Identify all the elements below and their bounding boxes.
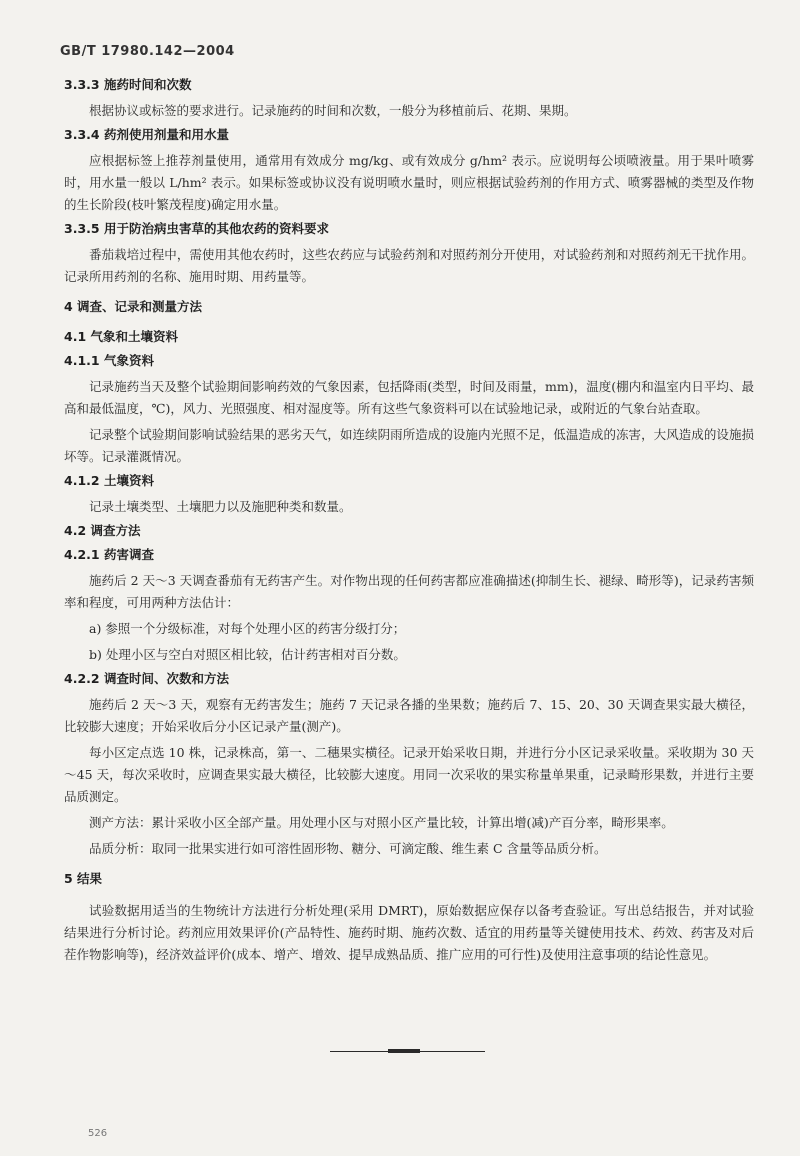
page-number: 526 [88,1128,108,1139]
paragraph: 施药后 2 天～3 天，观察有无药害发生；施药 7 天记录各播的坐果数；施药后 7、15、20、30 天调查果实最大横径，比较膨大速度；开始采收后分小区记录产量(测产)。 [64,697,754,734]
section-heading: 4 调查、记录和测量方法 [64,299,203,314]
paragraph: 番茄栽培过程中，需使用其他农药时，这些农药应与试验药剂和对照药剂分开使用，对试验药剂和对照药剂无干扰作用。记录所用药剂的名称、施用时期、用药量等。 [64,247,754,284]
paragraph: 记录土壤类型、土壤肥力以及施肥种类和数量。 [89,499,352,514]
clause-heading: 3.3.3 施药时间和次数 [64,77,192,92]
list-item: a) 参照一个分级标准，对每个处理小区的药害分级打分； [89,621,406,636]
list-item: b) 处理小区与空白对照区相比较，估计药害相对百分数。 [89,647,406,662]
paragraph: 根据协议或标签的要求进行。记录施药的时间和次数，一般分为移植前后、花期、果期。 [89,103,577,118]
paragraph: 每小区定点选 10 株，记录株高，第一、二穗果实横径。记录开始采收日期，并进行分小区记录采收量。采收期为 30 天～45 天，每次采收时，应调查果实最大横径，比较膨大速度。用同一次采收的果实称量单果重，记录畸形果数，并进行主要品质测定。 [64,745,754,804]
document-body [64,76,754,970]
subsection-heading: 4.1 气象和土壤资料 [64,329,178,344]
clause-heading: 3.3.5 用于防治病虫害草的其他农药的资料要求 [64,221,329,236]
clause-heading: 4.1.1 气象资料 [64,353,154,368]
paragraph: 应根据标签上推荐剂量使用，通常用有效成分 mg/kg、或有效成分 g/hm² 表示。应说明每公顷喷液量。用于果叶喷雾时，用水量一般以 L/hm² 表示。如果标签或协议没有说明喷水量时，则应根据试验药剂的作用方式、喷雾器械的类型及作物的生长阶段(枝叶繁茂程度)确定用水量。 [64,153,754,212]
paragraph: 施药后 2 天～3 天调查番茄有无药害产生。对作物出现的任何药害都应准确描述(抑制生长、褪绿、畸形等)，记录药害频率和程度，可用两种方法估计： [64,573,754,610]
paragraph: 记录施药当天及整个试验期间影响药效的气象因素，包括降雨(类型，时间及雨量，mm)，温度(棚内和温室内日平均、最高和最低温度，℃)，风力、光照强度、相对湿度等。所有这些气象资料可以在试验地记录，或附近的气象台站查取。 [64,379,754,416]
end-rule-mark [388,1049,420,1053]
paragraph: 测产方法：累计采收小区全部产量。用处理小区与对照小区产量比较，计算出增(减)产百分率，畸形果率。 [89,815,674,830]
subsection-heading: 4.2 调查方法 [64,523,141,538]
standard-code-header: GB/T 17980.142—2004 [60,44,235,59]
paragraph: 试验数据用适当的生物统计方法进行分析处理(采用 DMRT)，原始数据应保存以备考查验证。写出总结报告，并对试验结果进行分析讨论。药剂应用效果评价(产品特性、施药时期、施药次数、适宜的用药量等关键使用技术、药效、药害及对后茬作物影响等)，经济效益评价(成本、增产、增效、提早成熟品质、推广应用的可行性)及使用注意事项的结论性意见。 [64,903,754,962]
clause-heading: 3.3.4 药剂使用剂量和用水量 [64,127,229,142]
clause-heading: 4.2.1 药害调查 [64,547,154,562]
paragraph: 记录整个试验期间影响试验结果的恶劣天气，如连续阴雨所造成的设施内光照不足，低温造成的冻害，大风造成的设施损坏等。记录灌溉情况。 [64,427,754,464]
paragraph: 品质分析：取同一批果实进行如可溶性固形物、糖分、可滴定酸、维生素 C 含量等品质分析。 [89,841,607,856]
section-heading: 5 结果 [64,871,103,886]
clause-heading: 4.2.2 调查时间、次数和方法 [64,671,229,686]
clause-heading: 4.1.2 土壤资料 [64,473,154,488]
